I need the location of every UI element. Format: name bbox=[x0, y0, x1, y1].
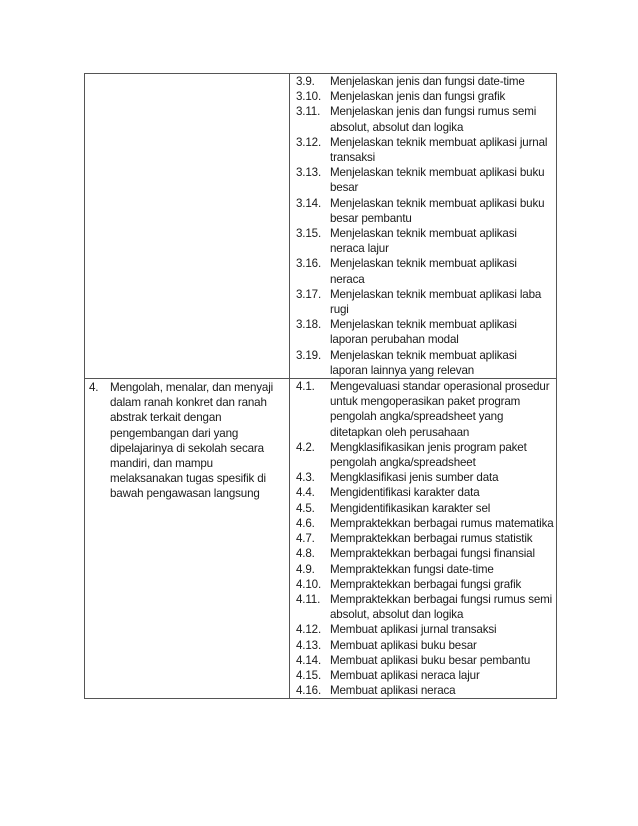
list-item bbox=[296, 653, 556, 668]
item-text: Membuat aplikasi buku besar bbox=[330, 638, 477, 652]
basic-competency-list bbox=[290, 379, 556, 698]
item-number: 4.6. bbox=[296, 516, 315, 530]
list-item bbox=[296, 89, 556, 104]
list-item bbox=[296, 577, 556, 592]
item-text: Membuat aplikasi buku besar pembantu bbox=[330, 653, 531, 667]
list-item bbox=[296, 622, 556, 637]
table-row bbox=[85, 74, 557, 379]
item-number: 4.11. bbox=[296, 592, 321, 606]
list-item bbox=[296, 226, 556, 256]
item-text: Mempraktekkan berbagai rumus statistik bbox=[330, 532, 533, 546]
core-competency-text: Mengolah, menalar, dan menyaji dalam ranah konkret dan ranah abstrak terkait dengan pengembangan dari yang dipelajarinya di sekolah secara mandiri, dan mampu melaksanakan tugas spesifik di bawah pengawasan langsung bbox=[110, 381, 274, 501]
item-number: 4.1. bbox=[296, 380, 315, 394]
item-text: Menjelaskan teknik membuat aplikasi laba rugi bbox=[330, 287, 542, 317]
list-item bbox=[296, 379, 556, 440]
item-number: 3.10. bbox=[296, 90, 322, 104]
item-text: Mempraktekkan fungsi date-time bbox=[330, 562, 494, 576]
table-row bbox=[85, 379, 557, 699]
list-item bbox=[296, 668, 556, 683]
item-text: Menjelaskan teknik membuat aplikasi buku besar pembantu bbox=[330, 196, 545, 225]
core-competency-cell bbox=[85, 379, 290, 699]
list-item bbox=[296, 501, 556, 516]
item-text: Mempraktekkan berbagai fungsi rumus semi absolut, absolut dan logika bbox=[330, 592, 553, 622]
list-item bbox=[296, 562, 556, 577]
list-item bbox=[296, 196, 556, 226]
list-item bbox=[296, 104, 556, 134]
list-item bbox=[296, 592, 556, 622]
list-item bbox=[296, 135, 556, 165]
core-competency-number: 4. bbox=[89, 381, 99, 395]
item-text: Membuat aplikasi jurnal transaksi bbox=[330, 623, 497, 637]
list-item bbox=[296, 317, 556, 347]
item-number: 4.12. bbox=[296, 623, 322, 637]
list-item bbox=[296, 287, 556, 317]
item-number: 3.19. bbox=[296, 348, 322, 362]
item-text: Menjelaskan teknik membuat aplikasi buku besar bbox=[330, 166, 545, 195]
item-text: Mempraktekkan berbagai fungsi finansial bbox=[330, 547, 535, 561]
item-text: Menjelaskan jenis dan fungsi date-time bbox=[330, 75, 525, 88]
list-item bbox=[296, 74, 556, 89]
item-text: Menjelaskan teknik membuat aplikasi jurnal transaksi bbox=[330, 135, 548, 165]
list-item bbox=[296, 348, 556, 378]
list-item bbox=[296, 256, 556, 286]
item-number: 3.16. bbox=[296, 257, 322, 271]
item-number: 3.17. bbox=[296, 287, 322, 301]
item-text: Mengklasifikasikan jenis program paket pengolah angka/spreadsheet bbox=[330, 440, 527, 470]
list-item bbox=[296, 440, 556, 470]
item-number: 4.15. bbox=[296, 668, 322, 682]
item-number: 3.15. bbox=[296, 227, 322, 241]
item-number: 4.13. bbox=[296, 638, 322, 652]
list-item bbox=[296, 485, 556, 500]
basic-competency-cell bbox=[290, 379, 557, 699]
item-number: 4.14. bbox=[296, 653, 322, 667]
list-item bbox=[296, 531, 556, 546]
item-text: Membuat aplikasi neraca bbox=[330, 684, 456, 698]
item-text: Mempraktekkan berbagai fungsi grafik bbox=[330, 577, 522, 591]
list-item bbox=[296, 516, 556, 531]
item-number: 4.4. bbox=[296, 486, 315, 500]
item-text: Menjelaskan teknik membuat aplikasi laporan perubahan modal bbox=[330, 318, 517, 347]
list-item bbox=[296, 638, 556, 653]
item-number: 4.8. bbox=[296, 547, 315, 561]
item-number: 4.10. bbox=[296, 577, 322, 591]
item-text: Mempraktekkan berbagai rumus matematika bbox=[330, 516, 554, 530]
list-item bbox=[296, 470, 556, 485]
core-competency-cell bbox=[85, 74, 290, 379]
item-text: Mengklasifikasi jenis sumber data bbox=[330, 471, 499, 485]
list-item bbox=[296, 683, 556, 698]
item-text: Menjelaskan teknik membuat aplikasi laporan lainnya yang relevan bbox=[330, 348, 517, 377]
item-number: 3.12. bbox=[296, 135, 322, 149]
item-number: 4.5. bbox=[296, 501, 315, 515]
item-text: Mengevaluasi standar operasional prosedur untuk mengoperasikan paket program pengolah angka/spreadsheet yang ditetapkan oleh perusahaan bbox=[330, 380, 550, 439]
competency-table bbox=[84, 73, 557, 699]
item-text: Menjelaskan jenis dan fungsi grafik bbox=[330, 90, 506, 104]
item-text: Membuat aplikasi neraca lajur bbox=[330, 668, 480, 682]
list-item bbox=[296, 165, 556, 195]
item-text: Menjelaskan teknik membuat aplikasi neraca bbox=[330, 257, 517, 286]
item-number: 3.9. bbox=[296, 75, 315, 88]
item-text: Mengidentifikasikan karakter sel bbox=[330, 501, 491, 515]
item-number: 3.18. bbox=[296, 318, 322, 332]
item-number: 4.2. bbox=[296, 440, 315, 454]
item-number: 3.11. bbox=[296, 105, 321, 119]
basic-competency-list bbox=[290, 74, 556, 378]
item-number: 4.16. bbox=[296, 684, 322, 698]
item-number: 4.9. bbox=[296, 562, 315, 576]
item-number: 4.3. bbox=[296, 471, 315, 485]
item-text: Menjelaskan jenis dan fungsi rumus semi absolut, absolut dan logika bbox=[330, 105, 537, 134]
list-item bbox=[296, 546, 556, 561]
item-number: 3.13. bbox=[296, 166, 322, 180]
core-competency bbox=[85, 379, 289, 502]
basic-competency-cell bbox=[290, 74, 557, 379]
item-text: Menjelaskan teknik membuat aplikasi neraca lajur bbox=[330, 227, 517, 256]
item-number: 4.7. bbox=[296, 532, 315, 546]
item-number: 3.14. bbox=[296, 196, 322, 210]
item-text: Mengidentifikasi karakter data bbox=[330, 486, 480, 500]
